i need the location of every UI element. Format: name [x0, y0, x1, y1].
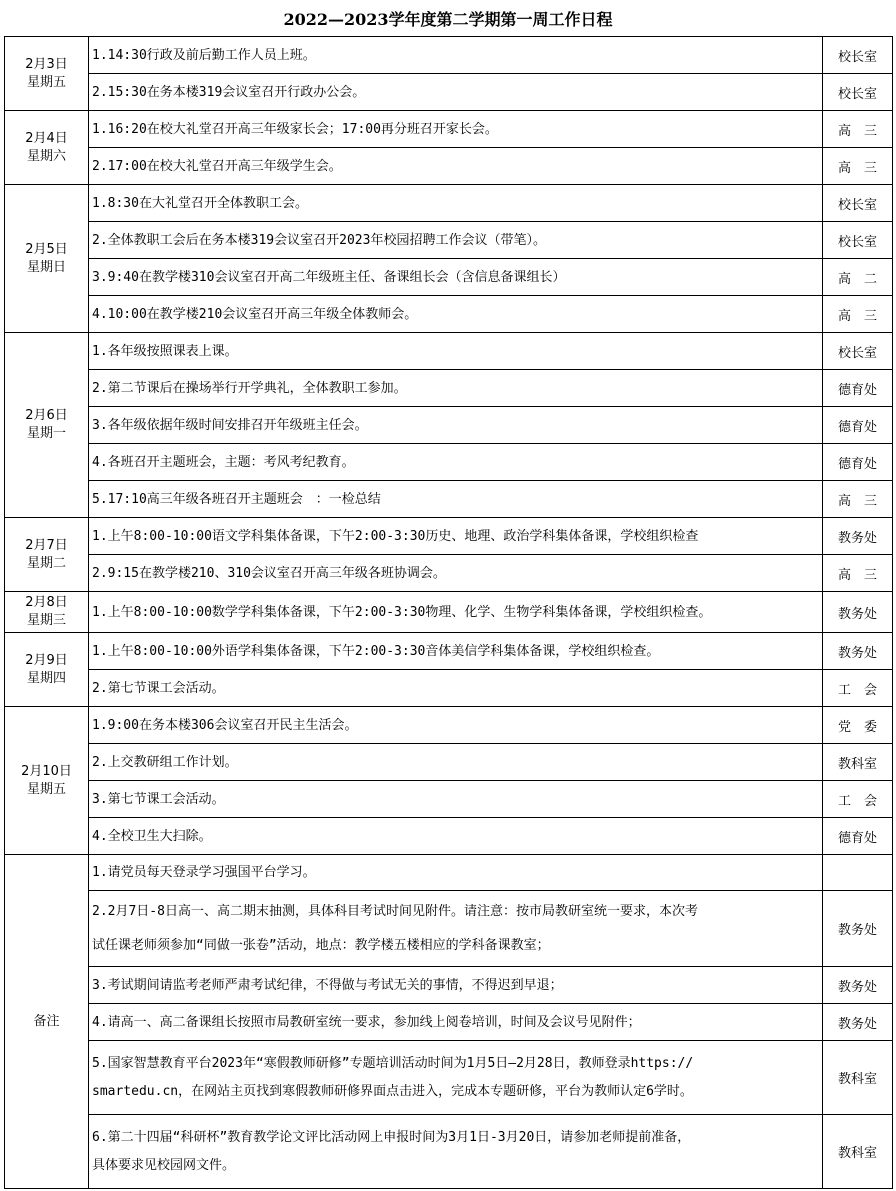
day-date: 2月8日	[25, 595, 68, 610]
dept-cell: 德育处	[823, 407, 893, 444]
dept-cell: 工 会	[823, 781, 893, 818]
dept-cell: 教务处	[823, 592, 893, 633]
table-row	[5, 185, 893, 222]
dept-cell: 校长室	[823, 222, 893, 259]
day-weekday: 星期二	[26, 555, 66, 571]
table-row	[5, 633, 893, 670]
day-date: 2月5日	[25, 241, 68, 257]
dept-cell: 教务处	[823, 633, 893, 670]
table-row	[5, 592, 893, 633]
task-text: 1.上午8:00-10:00语文学科集体备课，下午2:00-3:30历史、地理、政治学科集体备课，学校组织检查	[89, 518, 823, 555]
table-row	[5, 1041, 893, 1115]
table-row	[5, 1004, 893, 1041]
note-line: 1.请党员每天登录学习强国平台学习。	[92, 865, 316, 880]
task-text: 2.上交教研组工作计划。	[89, 744, 823, 781]
note-line: smartedu.cn，在网站主页找到寒假教师研修界面点击进入，完成本专题研修，平台为教师认定6学时。	[92, 1083, 693, 1099]
table-row	[5, 148, 893, 185]
task-text: 2.第七节课工会活动。	[89, 670, 823, 707]
dept-cell: 高 二	[823, 259, 893, 296]
dept-cell: 高 三	[823, 296, 893, 333]
task-text: 1.上午8:00-10:00外语学科集体备课，下午2:00-3:30音体美信学科集体备课，学校组织检查。	[89, 633, 823, 670]
table-row	[5, 407, 893, 444]
dept-cell: 教务处	[823, 891, 893, 967]
dept-cell: 德育处	[823, 444, 893, 481]
day-weekday: 星期六	[26, 148, 66, 164]
task-text: 4.10:00在教学楼210会议室召开高三年级全体教师会。	[89, 296, 823, 333]
dept-cell: 教科室	[823, 1041, 893, 1115]
dept-cell: 德育处	[823, 370, 893, 407]
table-row	[5, 1115, 893, 1189]
day-cell	[5, 37, 89, 111]
note-text	[89, 891, 823, 967]
table-row	[5, 481, 893, 518]
dept-cell: 工 会	[823, 670, 893, 707]
day-weekday: 星期四	[26, 670, 66, 686]
dept-cell: 教科室	[823, 1115, 893, 1189]
note-text	[89, 1041, 823, 1115]
day-cell	[5, 518, 89, 592]
day-cell	[5, 333, 89, 518]
dept-cell: 校长室	[823, 185, 893, 222]
task-text: 1.16:20在校大礼堂召开高三年级家长会；17:00再分班召开家长会。	[89, 111, 823, 148]
task-text: 4.全校卫生大扫除。	[89, 818, 823, 855]
note-line: 具体要求见校园网文件。	[92, 1157, 236, 1173]
day-weekday: 星期一	[26, 426, 66, 441]
task-text: 2.全体教职工会后在务本楼319会议室召开2023年校园招聘工作会议（带笔）。	[89, 222, 823, 259]
table-row	[5, 259, 893, 296]
day-date: 2月9日	[25, 652, 68, 668]
dept-cell: 校长室	[823, 37, 893, 74]
table-row	[5, 707, 893, 744]
table-row	[5, 296, 893, 333]
dept-cell: 高 三	[823, 555, 893, 592]
day-date: 2月10日	[21, 763, 72, 779]
table-row	[5, 818, 893, 855]
task-text: 1.14:30行政及前后勤工作人员上班。	[89, 37, 823, 74]
dept-cell: 教务处	[823, 1004, 893, 1041]
day-cell	[5, 185, 89, 333]
dept-cell: 高 三	[823, 148, 893, 185]
task-text: 2.15:30在务本楼319会议室召开行政办公会。	[89, 74, 823, 111]
note-line: 3.考试期间请监考老师严肃考试纪律，不得做与考试无关的事情，不得迟到早退；	[92, 977, 563, 993]
day-weekday: 星期五	[26, 781, 66, 797]
dept-cell	[823, 855, 893, 891]
day-date: 2月6日	[25, 408, 68, 423]
note-line: 2.2月7日-8日高一、高二期末抽测，具体科目考试时间见附件。请注意：按市局教研室统一要求，本次考	[92, 903, 698, 919]
table-row	[5, 111, 893, 148]
dept-cell: 教科室	[823, 744, 893, 781]
note-text	[89, 967, 823, 1004]
note-line: 5.国家智慧教育平台2023年“寒假教师研修”专题培训活动时间为1月5日—2月28日，教师登录https://	[92, 1055, 694, 1071]
table-row	[5, 781, 893, 818]
day-weekday: 星期五	[26, 74, 66, 90]
task-text: 2.第二节课后在操场举行开学典礼，全体教职工参加。	[89, 370, 823, 407]
notes-label: 备注	[5, 855, 89, 1189]
task-text: 3.9:40在教学楼310会议室召开高二年级班主任、备课组长会（含信息备课组长）	[89, 259, 823, 296]
note-text	[89, 1115, 823, 1189]
day-cell	[5, 707, 89, 855]
note-line: 4.请高一、高二备课组长按照市局教研室统一要求，参加线上阅卷培训，时间及会议号见附件；	[92, 1014, 641, 1030]
table-row	[5, 855, 893, 891]
dept-cell: 德育处	[823, 818, 893, 855]
table-row	[5, 891, 893, 967]
dept-cell: 高 三	[823, 481, 893, 518]
table-row	[5, 222, 893, 259]
day-cell	[5, 111, 89, 185]
table-row	[5, 670, 893, 707]
table-row	[5, 74, 893, 111]
day-weekday: 星期日	[26, 259, 66, 275]
dept-cell: 教务处	[823, 967, 893, 1004]
task-text: 2.17:00在校大礼堂召开高三年级学生会。	[89, 148, 823, 185]
dept-cell: 党 委	[823, 707, 893, 744]
day-date: 2月4日	[25, 130, 68, 146]
table-row	[5, 37, 893, 74]
dept-cell: 校长室	[823, 333, 893, 370]
day-date: 2月3日	[25, 56, 68, 72]
schedule-table	[4, 36, 893, 1189]
day-cell	[5, 633, 89, 707]
table-row	[5, 444, 893, 481]
day-weekday: 星期三	[26, 613, 66, 628]
task-text: 1.9:00在务本楼306会议室召开民主生活会。	[89, 707, 823, 744]
task-text: 5.17:10高三年级各班召开主题班会 ：一检总结	[89, 481, 823, 518]
task-text: 4.各班召开主题班会，主题：考风考纪教育。	[89, 444, 823, 481]
task-text: 1.上午8:00-10:00数学学科集体备课，下午2:00-3:30物理、化学、生物学科集体备课，学校组织检查。	[89, 592, 823, 633]
table-row	[5, 518, 893, 555]
dept-cell: 高 三	[823, 111, 893, 148]
table-row	[5, 370, 893, 407]
table-row	[5, 967, 893, 1004]
dept-cell: 教务处	[823, 518, 893, 555]
note-line: 6.第二十四届“科研杯”教育教学论文评比活动网上申报时间为3月1日-3月20日，请参加老师提前准备，	[92, 1129, 691, 1145]
note-text	[89, 855, 823, 891]
note-line: 试任课老师须参加“同做一张卷”活动，地点：教学楼五楼相应的学科备课教室；	[92, 937, 550, 953]
table-row	[5, 744, 893, 781]
note-text	[89, 1004, 823, 1041]
task-text: 2.9:15在教学楼210、310会议室召开高三年级各班协调会。	[89, 555, 823, 592]
page-title: 2022—2023学年度第二学期第一周工作日程	[283, 10, 613, 29]
task-text: 1.8:30在大礼堂召开全体教职工会。	[89, 185, 823, 222]
task-text: 1.各年级按照课表上课。	[89, 333, 823, 370]
dept-cell: 校长室	[823, 74, 893, 111]
task-text: 3.第七节课工会活动。	[89, 781, 823, 818]
day-cell	[5, 592, 89, 633]
table-row	[5, 555, 893, 592]
day-date: 2月7日	[25, 537, 68, 553]
task-text: 3.各年级依据年级时间安排召开年级班主任会。	[89, 407, 823, 444]
table-row	[5, 333, 893, 370]
